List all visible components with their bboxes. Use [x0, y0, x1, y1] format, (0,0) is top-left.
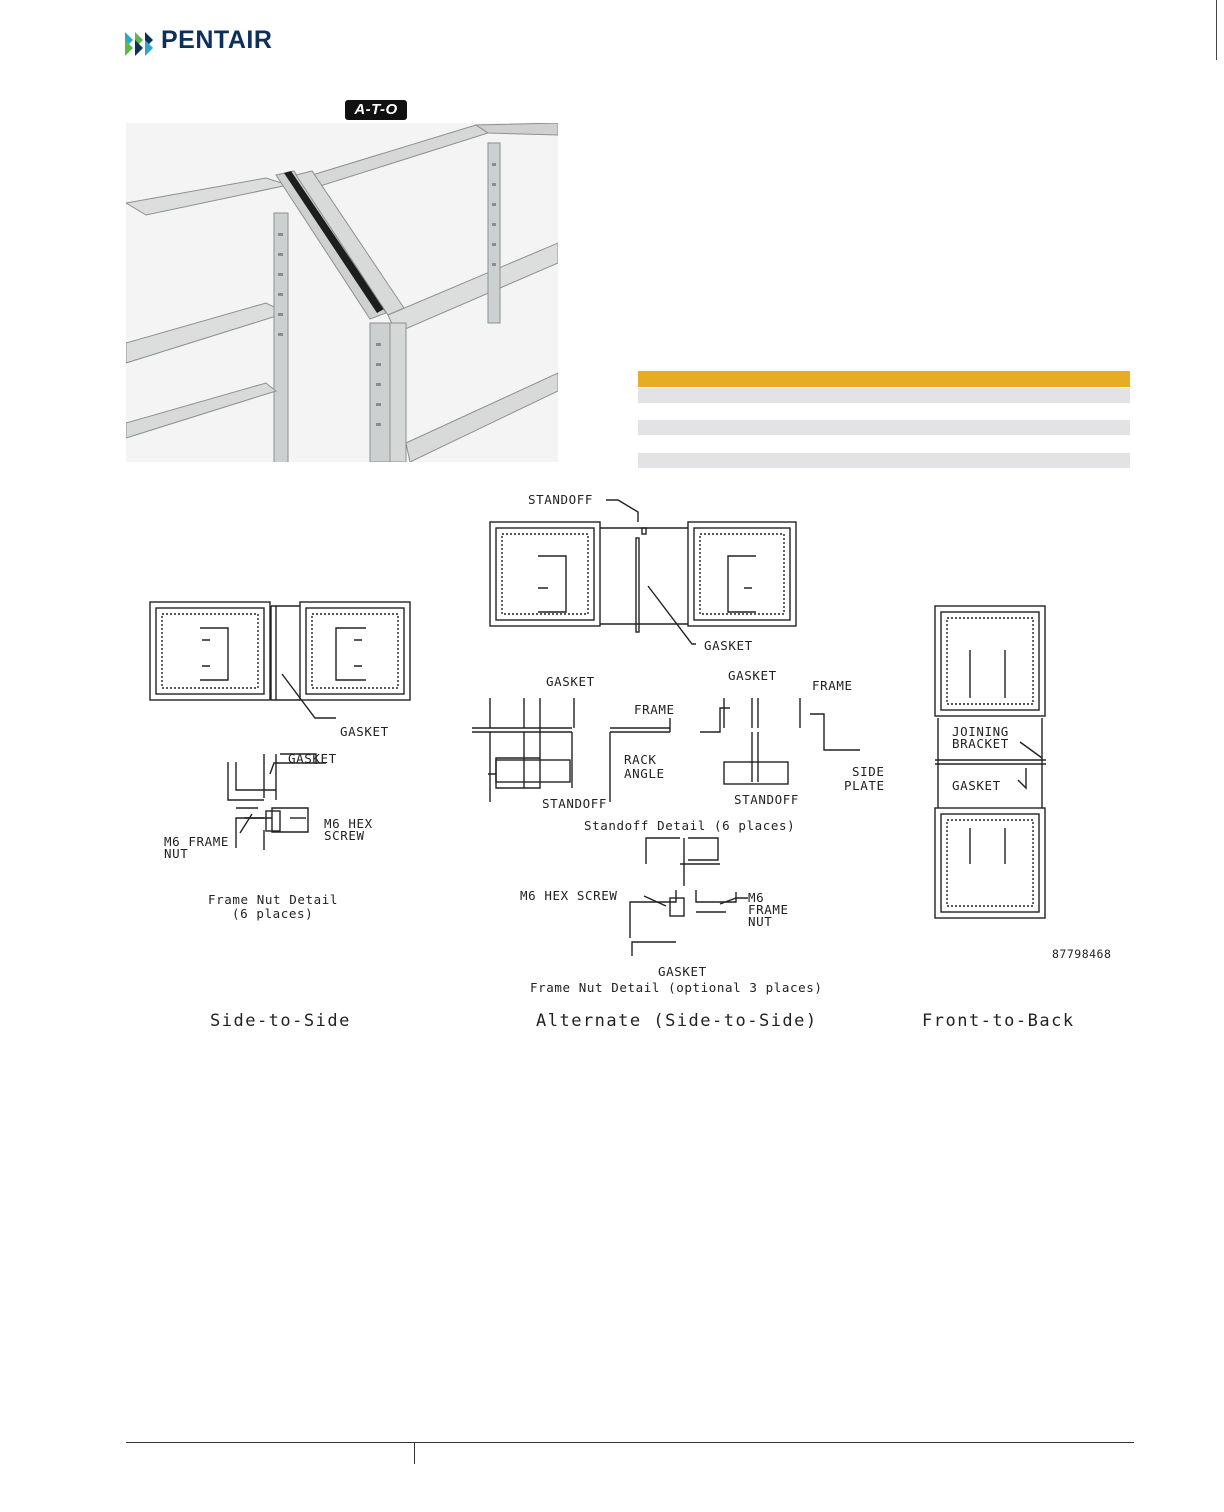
alternate-enclosure-left: [490, 522, 600, 626]
label-standoff-detail-1: STANDOFF: [542, 796, 608, 811]
side-to-side-enclosure-left: [150, 602, 270, 700]
label-joining-2: BRACKET: [952, 736, 1009, 751]
label-standoff-detail-2: STANDOFF: [734, 792, 800, 807]
label-detail-gasket-alt-2: GASKET: [728, 668, 777, 683]
label-nut-gasket-alt: GASKET: [658, 964, 707, 979]
label-frame-nut-2: NUT: [164, 846, 189, 861]
front-to-back-enclosure-top: [935, 606, 1045, 716]
label-frame-nut-alt-1: M6: [748, 890, 765, 905]
specs-table-row: [638, 420, 1130, 435]
label-side-plate-2: PLATE: [844, 778, 885, 793]
caption-front-to-back: Front-to-Back: [922, 1011, 1075, 1031]
label-frame-nut-alt-3: NUT: [748, 914, 773, 929]
brand-name: PENTAIR: [161, 26, 273, 54]
joining-kit-drawing: [140, 478, 1120, 1048]
label-hex-screw-1: M6 HEX: [324, 816, 373, 831]
alternate-enclosure-right: [688, 522, 796, 626]
label-gasket-alt: GASKET: [704, 638, 753, 653]
specs-table-header: [638, 371, 1130, 387]
label-detail-gasket-side: GASKET: [288, 751, 337, 766]
caption-alternate: Alternate (Side-to-Side): [536, 1011, 818, 1031]
label-standoff: STANDOFF: [528, 492, 594, 507]
front-to-back-enclosure-bottom: [935, 808, 1045, 918]
label-hex-screw-alt: M6 HEX SCREW: [520, 888, 618, 903]
detail-caption-side-2: (6 places): [232, 906, 314, 921]
label-rack-angle-1: RACK: [624, 752, 657, 767]
footer-divider: [414, 1442, 415, 1464]
label-frame-alt-1: FRAME: [634, 702, 675, 717]
label-frame-nut-1: M6 FRAME: [164, 834, 230, 849]
joined-frames-image: [126, 123, 558, 462]
footer-rule: [126, 1442, 1134, 1443]
label-frame-nut-alt-2: FRAME: [748, 902, 789, 917]
specs-table-row: [638, 453, 1130, 468]
ato-badge-text: A-T-O: [354, 101, 398, 118]
label-rack-angle-2: ANGLE: [624, 766, 665, 781]
specs-table-row: [638, 388, 1130, 403]
caption-side-to-side: Side-to-Side: [210, 1011, 351, 1031]
product-photo: [126, 123, 558, 462]
standoff-detail-caption: Standoff Detail (6 places): [584, 818, 796, 833]
part-number: 87798468: [1052, 947, 1112, 961]
label-frame-alt-2: FRAME: [812, 678, 853, 693]
label-joining-1: JOINING: [952, 724, 1009, 739]
label-detail-gasket-alt-1: GASKET: [546, 674, 595, 689]
label-hex-screw-2: SCREW: [324, 828, 365, 843]
page-edge-line: [1216, 0, 1217, 60]
label-gasket-side: GASKET: [340, 724, 389, 739]
label-side-plate-1: SIDE: [852, 764, 885, 779]
label-gasket-front: GASKET: [952, 778, 1001, 793]
frame-nut-detail-caption: Frame Nut Detail (optional 3 places): [530, 980, 823, 995]
detail-caption-side-1: Frame Nut Detail: [208, 892, 339, 907]
side-to-side-enclosure-right: [300, 602, 410, 700]
